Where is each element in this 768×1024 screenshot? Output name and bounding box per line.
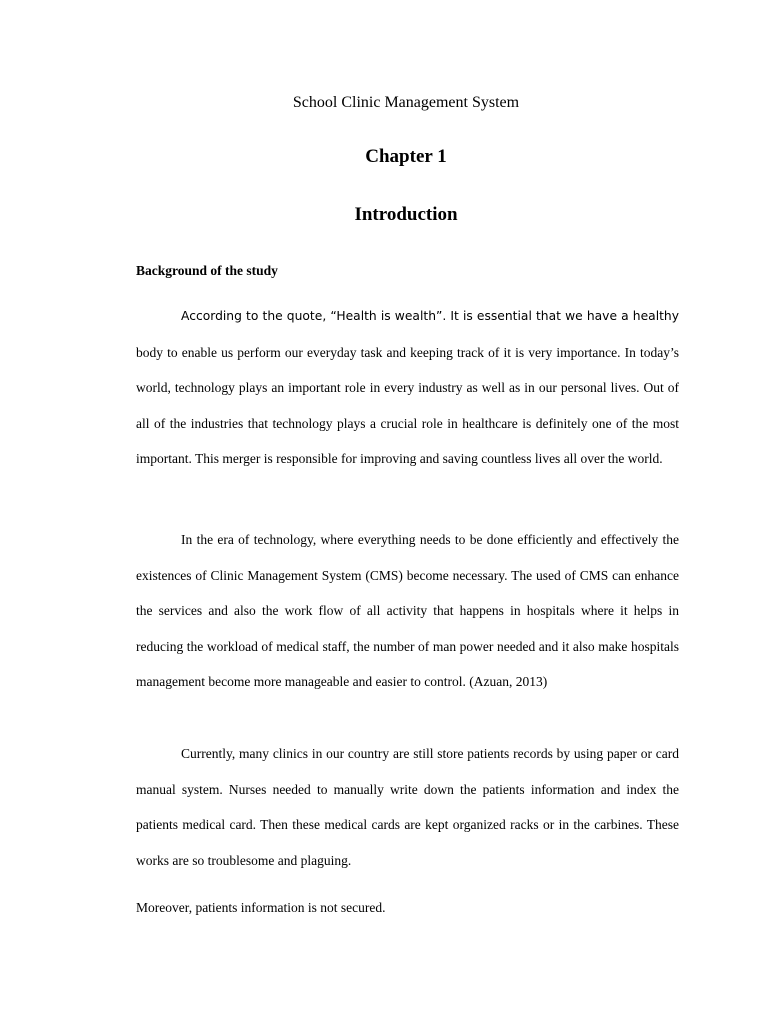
chapter-number: Chapter 1 <box>365 146 447 167</box>
paragraph-3-text: Currently, many clinics in our country are still store patients records by using paper or card manual system. Nurses needed to manually write down the patients information and index the patients medical card. Then these medical cards are kept organized racks or in the carbines. These works are so troublesome and plaguing. <box>136 746 679 868</box>
paragraph-2-text: In the era of technology, where everything needs to be done efficiently and effectively the existences of Clinic Management System (CMS) become necessary. The used of CMS can enhance the services and also the work flow of all activity that happens in hospitals where it helps in reducing the workload of medical staff, the number of man power needed and it also make hospitals management become more manageable and easier to control. (Azuan, 2013) <box>136 532 679 689</box>
paragraph-3 <box>136 736 679 878</box>
paragraph-1-rest: body to enable us perform our everyday task and keeping track of it is very importance. In today’s world, technology plays an important role in every industry as well as in our personal lives. Out of all of the industries that technology plays a crucial role in healthcare is definitely one of the most important. This merger is responsible for improving and saving countless lives all over the world. <box>136 344 679 466</box>
paragraph-2 <box>136 522 679 700</box>
chapter-title: Introduction <box>354 204 458 225</box>
paragraph-4: Moreover, patients information is not secured. <box>136 900 386 915</box>
document-title: School Clinic Management System <box>292 94 520 111</box>
paragraph-1 <box>136 298 679 477</box>
paragraph-1-lead: According to the quote, “Health is wealth”. It is essential that we have a healthy <box>181 309 679 323</box>
section-heading: Background of the study <box>136 263 278 278</box>
